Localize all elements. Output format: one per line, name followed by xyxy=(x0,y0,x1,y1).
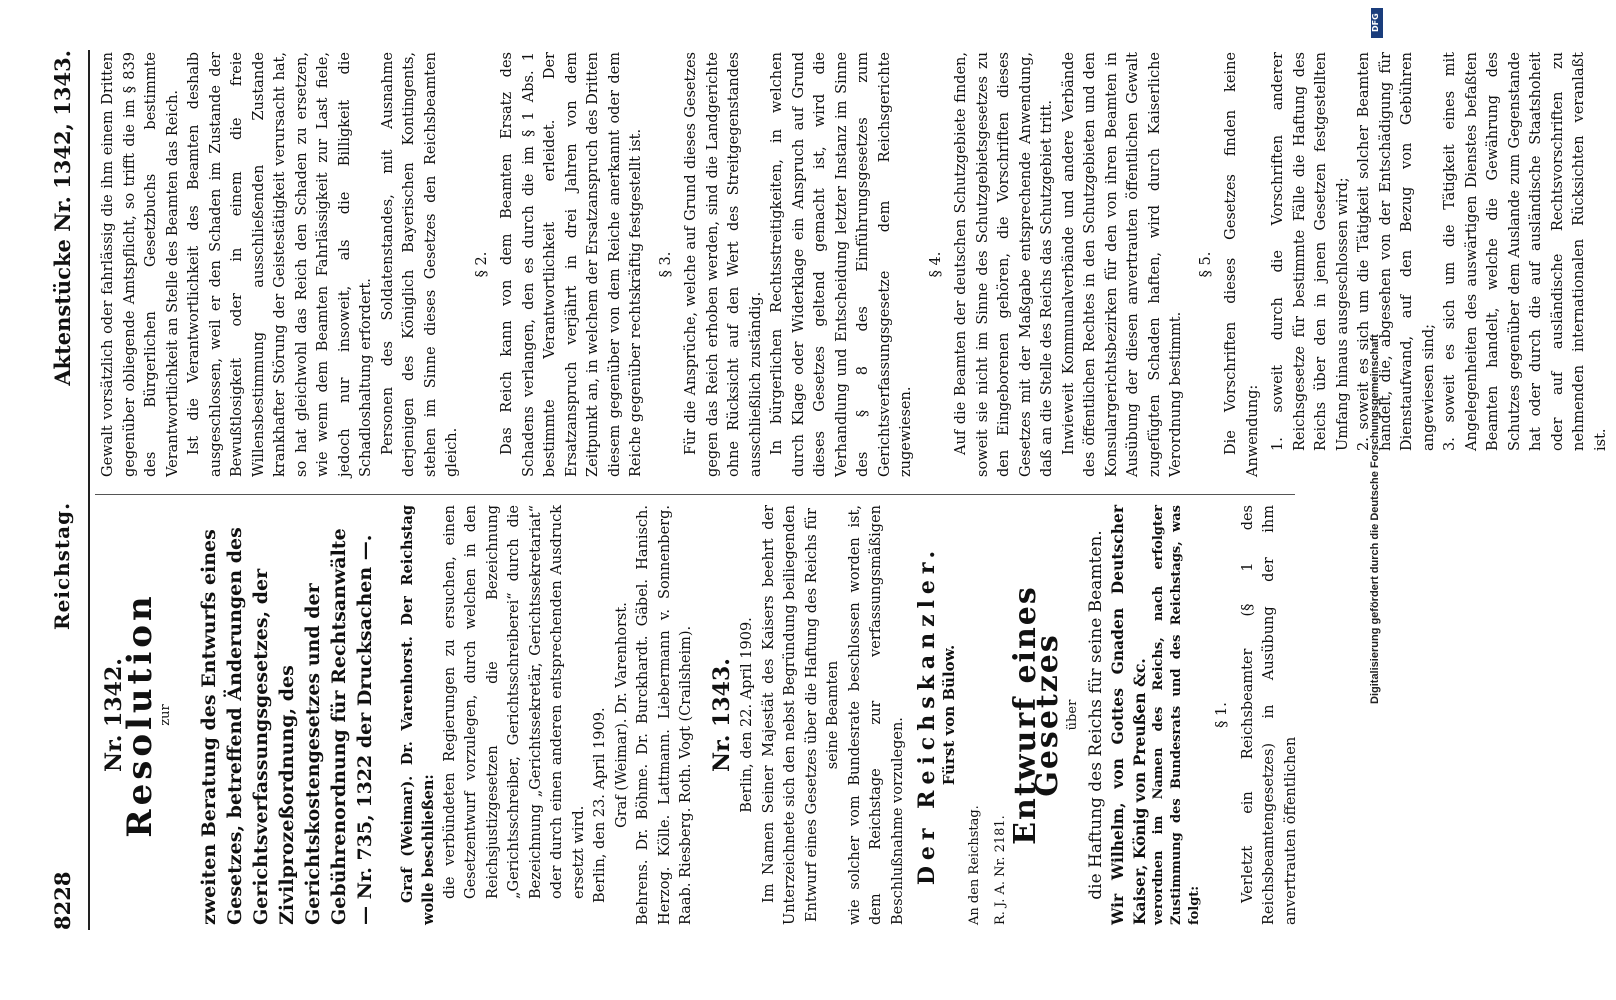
motion-body: die verbündeten Regierungen zu ersuchen, einen Gesetzentwurf vorzulegen, durch welchen in den Reichsjustizgesetzen die Bezeichnung „Gerichtsschreiber, Gerichtsschreiberei“ durch die Bezeichnung „Gerichtssekretär, Gerichtssekretariat“ oder durch einen anderen entsprechenden Ausdruck ersetzt wird. xyxy=(441,505,587,899)
right-column xyxy=(98,52,1616,477)
par1-cont-1: Gewalt vorsätzlich oder fahrlässig die ihm einem Dritten gegenüber obliegende Amtspflicht, so trifft die im § 839 des Bürgerlichen Gesetzbuchs bestimmte Verantwortlichkeit an Stelle des Beamten das Reich. xyxy=(100,52,181,477)
addressee: An den Reichstag. xyxy=(967,805,982,925)
par5-intro: Die Vorschriften dieses Gesetzes finden keine Anwendung: xyxy=(1223,52,1261,477)
letter-intro: Im Namen Seiner Majestät des Kaisers beehrt der Unterzeichnete sich den nebst Begründung beiliegenden xyxy=(760,505,798,925)
verordnen: verordnen im Namen des Reichs, nach erfolgter Zustimmung des Bundesrats und des Reichstags, was folgt: xyxy=(1151,505,1202,925)
par1-cont-2: Ist die Verantwortlichkeit des Beamten deshalb ausgeschlossen, weil er den Schaden im Zustande der Bewußtlosigkeit oder in einem die freie Willensbestimmung ausschließenden Zustande krankhafter Störung der Geistestätigkeit verursacht hat, so hat gleichwohl das Reich den Schaden zu ersetzen, wie wenn dem Beamten Fahrlässigkeit zur Last fiele, jedoch nur insoweit, als die Billigkeit die Schadloshaltung erfordert. xyxy=(186,52,374,477)
par1-text: Verletzt ein Reichsbeamter (§ 1 des Reichsbeamtengesetzes) in Ausübung der ihm anvertrauten öffentlichen xyxy=(1239,505,1299,925)
wir-wilhelm: Wir Wilhelm, von Gottes Gnaden Deutscher Kaiser, König von Preußen &c. xyxy=(1108,505,1149,925)
header-rule xyxy=(88,50,90,930)
left-column xyxy=(98,505,1302,925)
date-2: Berlin, den 22. April 1909. xyxy=(739,617,755,813)
chancellor-name: Fürst von Bülow. xyxy=(939,644,958,786)
par3-heading: § 3. xyxy=(657,251,674,278)
letter-body: wie solcher vom Bundesrate beschlossen worden ist, dem Reichstage zur verfassungsmäßigen Beschlußnahme vorzulegen. xyxy=(846,505,906,925)
par4-heading: § 4. xyxy=(927,251,944,278)
nr-1343: Nr. 1343. xyxy=(708,658,735,772)
chancellor-title: Der Reichskanzler. xyxy=(914,544,940,886)
letter-title: Entwurf eines Gesetzes über die Haftung des Reichs für seine Beamten xyxy=(803,508,841,922)
par4-text-2: Inwieweit Kommunalverbände und andere Verbände des öffentlichen Rechtes in den Schutzgebieten und den Konsulargerichtsbezirken für den von ihren Beamten in Ausübung der diesen anvertrauten öffentlichen Gewalt zugefügten Schaden haften, wird durch Kaiserliche Verordnung bestimmt. xyxy=(1060,52,1184,477)
par5-item: 2. soweit es sich um die Tätigkeit solcher Beamten handelt, die, abgesehen von der Entschädigung für Dienstaufwand, auf den Bezug von Gebühren angewiesen sind; xyxy=(1356,52,1437,451)
page-number: 8228 xyxy=(50,871,75,930)
entwurf-title: Entwurf eines Gesetzes xyxy=(1008,585,1065,845)
par2-text: Das Reich kann von dem Beamten Ersatz des Schadens verlangen, den es durch die im § 1 Abs. 1 bestimmte Verantwortlichkeit erleidet. Der Ersatzanspruch verjährt in drei Jahren von dem Zeitpunkt an, in welchem der Ersatzanspruch des Dritten diesem gegenüber von dem Reiche anerkannt oder dem Reiche gegenüber rechtskräftig festgestellt ist. xyxy=(499,52,644,477)
reference: R. J. A. Nr. 2181. xyxy=(992,815,1008,925)
header-reichstag: Reichstag. xyxy=(50,501,74,630)
dfg-logo: DFG xyxy=(1371,8,1383,38)
motion-intro: Graf (Weimar). Dr. Varenhorst. Der Reichstag wolle beschließen: xyxy=(398,505,437,925)
signers-body: Behrens. Dr. Böhme. Dr. Burckhardt. Gäbel. Hanisch. Herzog. Kölle. Lattmann. Liebermann v. Sonnenberg. Raab. Riesberg. Roth. Vogt (Crailsheim). xyxy=(635,505,694,925)
par1-heading: § 1. xyxy=(1214,702,1230,728)
par5-item: 1. soweit durch die Vorschriften anderer Reichsgesetze für bestimmte Fälle die Haftung des Reichs über den in jenen Gesetzen festgestellten Umfang hinaus ausgeschlossen wird; xyxy=(1270,52,1351,451)
par2-heading: § 2. xyxy=(473,251,490,278)
resolution-subject: zweiten Beratung des Entwurfs eines Gesetzes, betreffend Änderungen des Gerichtsverfassungsgesetzes, der Zivilprozeßordnung, des Gerichtskostengesetzes und der Gebührenordnung für Rechtsanwälte — Nr. 735, 1322 der Drucksachen —. xyxy=(197,527,376,925)
par3-text-2: In bürgerlichen Rechtsstreitigkeiten, in welchen durch Klage oder Widerklage ein Anspruch auf Grund dieses Gesetzes geltend gemacht ist, wird die Verhandlung und Entscheidung letzter Instanz im Sinne des § 8 des Einführungsgesetzes zum Gerichtsverfassungsgesetze dem Reichsgerichte zugewiesen. xyxy=(769,52,914,477)
signers-head: Graf (Weimar). Dr. Varenhorst. xyxy=(613,602,630,828)
nr-1342: Nr. 1342. xyxy=(101,658,127,772)
date-1: Berlin, den 23. April 1909. xyxy=(592,707,608,903)
page-header xyxy=(40,50,80,930)
ueber-label: über xyxy=(1065,699,1080,731)
zur-label: zur xyxy=(158,704,173,726)
par4-text-1: Auf die Beamten der deutschen Schutzgebiete finden, soweit sie nicht im Sinne des Schutzgebietsgesetzes zu den Eingeborenen gehören, die Vorschriften dieses Gesetzes mit der Maßgabe entsprechende Anwendung, daß an die Stelle des Reichs das Schutzgebiet tritt. xyxy=(953,52,1055,477)
dfg-credit: Digitalisierung gefördert durch die Deutsche Forschungsgemeinschaft xyxy=(1369,334,1381,704)
par5-heading: § 5. xyxy=(1197,251,1214,278)
column-rule xyxy=(95,494,1295,495)
entwurf-subtitle: die Haftung des Reichs für seine Beamten. xyxy=(1085,530,1106,900)
header-aktenstuecke: Aktenstücke Nr. 1342, 1343. xyxy=(50,50,75,386)
resolution-title: Resolution xyxy=(119,592,160,838)
par5-item: 3. soweit es sich um die Tätigkeit eines mit Angelegenheiten des auswärtigen Dienstes befaßten Beamten handelt, welche die Gewährung des Schutzes gegenüber dem Auslande zum Gegenstande hat oder durch die auf ausländische Staatshoheit oder auf ausländische Rechtsvorschriften zu nehmenden internationalen Rücksichten veranlaßt ist. xyxy=(1442,52,1609,451)
par3-text-1: Für die Ansprüche, welche auf Grund dieses Gesetzes gegen das Reich erhoben werden, sind die Landgerichte ohne Rücksicht auf den Wert des Streitgegenstandes ausschließlich zuständig. xyxy=(683,52,764,477)
par5-list xyxy=(1268,52,1612,477)
par1-cont-3: Personen des Soldatenstandes, mit Ausnahme derjenigen des Königlich Bayerischen Kontingents, stehen im Sinne dieses Gesetzes den Reichsbeamten gleich. xyxy=(379,52,460,477)
